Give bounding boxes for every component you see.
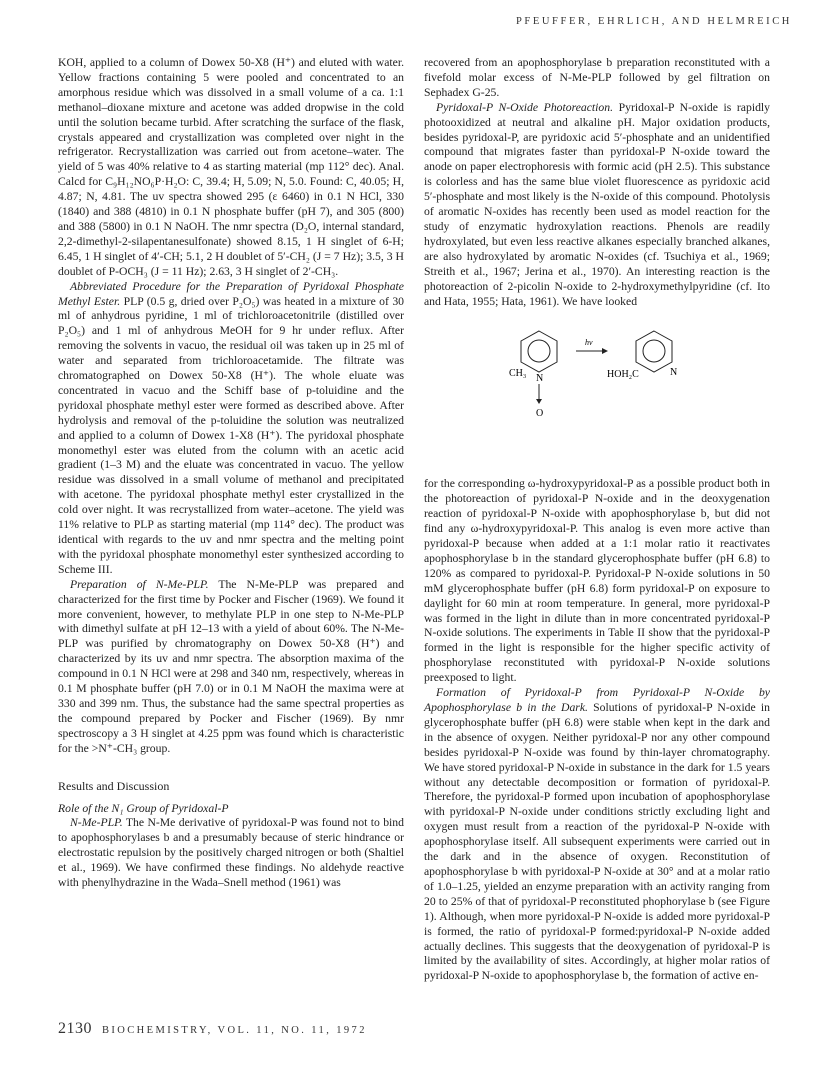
reaction-scheme xyxy=(424,309,770,477)
paragraph xyxy=(58,280,404,578)
ring-nitrogen-right: N xyxy=(670,367,678,379)
page-number: 2130 xyxy=(58,1020,92,1037)
paragraph-lead: Pyridoxal-P N-Oxide Photoreaction. xyxy=(436,100,614,114)
paragraph: recovered from an apophosphorylase b preparation reconstituted with a fivefold molar excess of N-Me-PLP followed by gel filtration on Sephadex G-25. xyxy=(424,56,770,99)
right-column xyxy=(424,56,770,984)
paragraph xyxy=(58,578,404,757)
paragraph-body: The N-Me derivative of pyridoxal-P was found not to bind to apophosphorylases b and a presumably because of steric hindrance or electrostatic repulsion by the positively charged nitrogen or both (Shaltiel et al., 1969). We have confirmed these findings. No aldehyde reactive with phenylhydrazine in the Wada–Snell method (1961) was xyxy=(58,816,404,890)
methyl-group-label: CH₃ xyxy=(509,368,527,380)
n-oxide-arrowhead xyxy=(536,399,542,404)
pyridine-ring-left xyxy=(521,331,557,372)
oxide-label: O xyxy=(536,408,544,420)
reaction-scheme-drawing xyxy=(424,309,770,477)
paragraph: for the corresponding ω-hydroxypyridoxal-P as a possible product both in the photoreaction of pyridoxal-P N-oxide and in the deoxygenation reaction of pyridoxal-P N-oxide with apophosphorylase b, but did not find any ω-hydroxypyridoxal-P. This analog is even more active than pyridoxal-P because when added at a 1:1 molar ratio it reactivates apophosphorylase b in the standard glycerophosphate buffer (pH 6.8) to 120% as compared to pyridoxal-P. Pyridoxal-P N-oxide solutions in 50 mM glycerophosphate buffer (pH 6.8) form pyridoxal-P on exposure to daylight for 60 min at room temperature. In general, more pyridoxal-P was formed in the light in dilute than in more concentrated pyridoxal-P N-oxide solutions. The experiments in Table II show that the pyridoxal-P formed in the light is responsible for the higher specific activity of phosphorylase reconstituted with pyridoxal-P N-oxide solutions preexposed to light. xyxy=(424,477,770,685)
paragraph-body: Solutions of pyridoxal-P N-oxide in glycerophosphate buffer (pH 6.8) were stable when kept in the dark and in the absence of oxygen. Neither pyridoxal-P nor any other compound besides pyridoxal-P N-oxide was found by thin-layer chromatography. We have stored pyridoxal-P N-oxide in substance in the dark for 1.5 years without any detectable decomposition or formation of pyridoxal-P. Therefore, the pyridoxal-P formed upon incubation of apophosphorylase with pyridoxal-P N-oxide under conditions strictly excluding light and oxygen must result from a reaction of the pyridoxal-P N-oxide with apophosphorylase itself. All subsequent experiments were carried out in the dark and in the absence of oxygen. Reconstitution of apophosphorylase b with pyridoxal-P N-oxide at 30° and at a molar ratio of 1.0–1.25, yielded an enzyme preparation with an activity ranging from 20 to 25% of that of pyridoxal-P reconstituted phophorylase b (see Figure 1). Although, when more pyridoxal-P N-oxide is added more pyridoxal-P is formed, the ratio of pyridoxal-P formed:pyridoxal-P N-oxide added actually declines. This suggests that the deoxygenation of pyridoxal-P is limited by the availability of sites. Accordingly, at higher molar ratios of pyridoxal-P N-oxide to apophosphorylase b, the formation of active en- xyxy=(424,701,771,983)
paragraph: KOH, applied to a column of Dowex 50-X8 (H⁺) and eluted with water. Yellow fractions containing 5 were pooled and concentrated to an amorphous residue which was dissolved in a small volume of a ca. 1:1 methanol–dioxane mixture and acetone was added dropwise in the cold until the solution became turbid. After scratching the surface of the flask, crystals appeared and crystallization was completed over night in the refrigerator. Recrystallization was carried out from acetone–water. The yield of 5 was 40% relative to 4 as starting material (mp 112° dec). Anal. Calcd for C₉H₁₂NO₆P·H₂O: C, 39.4; H, 5.09; N, 5.0. Found: C, 40.05; H, 4.87; N, 4.81. The uv spectra showed 295 (ε 6460) in 0.1 N HCl, 330 (1840) and 388 (4810) in 0.1 N phosphate buffer (pH 7), and 305 (800) and 388 (5800) in 0.1 N NaOH. The nmr spectra (D₂O, internal standard, 2,2-dimethyl-2-silapentanesulfonate) showed 8.15, 1 H singlet of 6-H; 6.45, 1 H singlet of 4′-CH; 5.1, 2 H doublet of 5′-CH₂ (J = 7 Hz); 3.5, 3 H doublet of P-OCH₃ (J = 11 Hz); 2.63, 3 H singlet of 2′-CH₃. xyxy=(58,56,404,278)
pyridine-ring-right xyxy=(636,331,672,372)
reaction-arrowhead xyxy=(602,348,608,354)
hydroxymethyl-group-label: HOH₂C xyxy=(607,369,639,381)
paragraph-body: Pyridoxal-P N-oxide is rapidly photooxidized at neutral and alkaline pH. Major oxidation products, besides pyridoxal-P, are pyridoxic acid 5′-phosphate and an unidentified compound that migrates faster than pyridoxal-P N-oxide toward the anode on paper electrophoresis with formic acid (pH 2.5). This substance is colorless and has the same blue violet fluorescence as pyridoxic acid 5′-phosphate and most likely is the N-oxide of this compound. Photolysis of aromatic N-oxides has recently been used as model reaction for the study of enzymatic hydroxylation reactions. Phenols are readily hydroxylated, but even less reactive alkanes especially branched alkanes, are also hydroxylated by aromatic N-oxides (cf. Tsuchiya et al., 1969; Streith et al., 1967; Jerina et al., 1970). An interesting reaction is the photoreaction of 2-picolin N-oxide to 2-hydroxymethylpyridine (cf. Ito and Hata, 1955; Hata, 1961). We have looked xyxy=(424,100,771,308)
paragraph-lead: Preparation of N-Me-PLP. xyxy=(70,577,209,591)
running-header: PFEUFFER, EHRLICH, AND HELMREICH xyxy=(515,16,792,27)
paragraph-body: PLP (0.5 g, dried over P₂O₅) was heated in a mixture of 30 ml of anhydrous pyridine, 1 ml of trichloroacetonitrile (distilled over P₂O₅) and 1 ml of anhydrous MeOH for 9 hr under reflux. After removing the solvents in vacuo, the residual oil was taken up in 25 ml of water and separated from trichloroacetamide. The filtrate was chromatographed on Dowex 50-X8 (H⁺). The whole eluate was concentrated in vacuo and the Schiff base of p-toluidine and the pyridoxal phosphate methyl ester were formed as described above. After hydrolysis and removal of the p-toluidine the solution was neutralized and applied to a column of Dowex 1-X8 (H⁺). The pyridoxal phosphate monomethyl ester was eluted from the column with an acetic acid gradient (1–3 M) and the eluate was concentrated in vacuo. The yellow residue was dissolved in a small volume of methanol and precipitated with acetone. The pyridoxal phosphate methyl ester crystallized in the cold over night. It was recrystallized from water–acetone. The yield was 11% relative to PLP as starting material (mp 114° dec). The product was identical with regards to the uv and nmr spectra and the melting point with the pyridoxal phosphate monomethyl ester synthesized according to Scheme III. xyxy=(58,294,405,576)
paragraph-lead: Formation of Pyridoxal-P from Pyridoxal-P N-Oxide by Apophosphorylase b in the Dark. xyxy=(424,686,770,714)
paragraph-lead: N-Me-PLP. xyxy=(70,816,123,830)
subsection-heading: Role of the N₁ Group of Pyridoxal-P xyxy=(58,801,229,815)
page-footer xyxy=(58,1020,367,1038)
paragraph xyxy=(58,816,404,891)
paragraph xyxy=(424,101,770,310)
journal-citation: BIOCHEMISTRY, VOL. 11, NO. 11, 1972 xyxy=(102,1025,367,1036)
arrow-label: hν xyxy=(585,338,593,348)
section-heading: Results and Discussion xyxy=(58,778,170,793)
ring-nitrogen-left: N xyxy=(536,373,544,385)
paragraph-lead: Abbreviated Procedure for the Preparation of Pyridoxal Phosphate Methyl Ester. xyxy=(58,279,404,308)
left-column xyxy=(58,56,404,891)
paragraph xyxy=(424,686,770,984)
paragraph-body: The N-Me-PLP was prepared and characterized for the first time by Pocker and Fischer (1969). We found it more convenient, however, to methylate PLP in one step to N-Me-PLP with dimethyl sulfate at pH 12–13 with a yield of about 60%. The N-Me-PLP was purified by chromatography on Dowex 50-X8 (H⁺) and characterized by its uv and nmr spectra. The absorption maxima of the compound in 0.1 N HCl were at 298 and 340 nm, respectively, whereas in 0.1 M phosphate buffer (pH 7.0) or in 0.1 M NaOH the maxima were at 330 and 399 nm. Thus, the substance had the same spectral properties as the compound prepared by Pocker and Fischer (1969). By nmr spectroscopy a 3 H singlet at 4.25 ppm was found which is characteristic for the >N⁺-CH₃ group. xyxy=(58,577,404,755)
